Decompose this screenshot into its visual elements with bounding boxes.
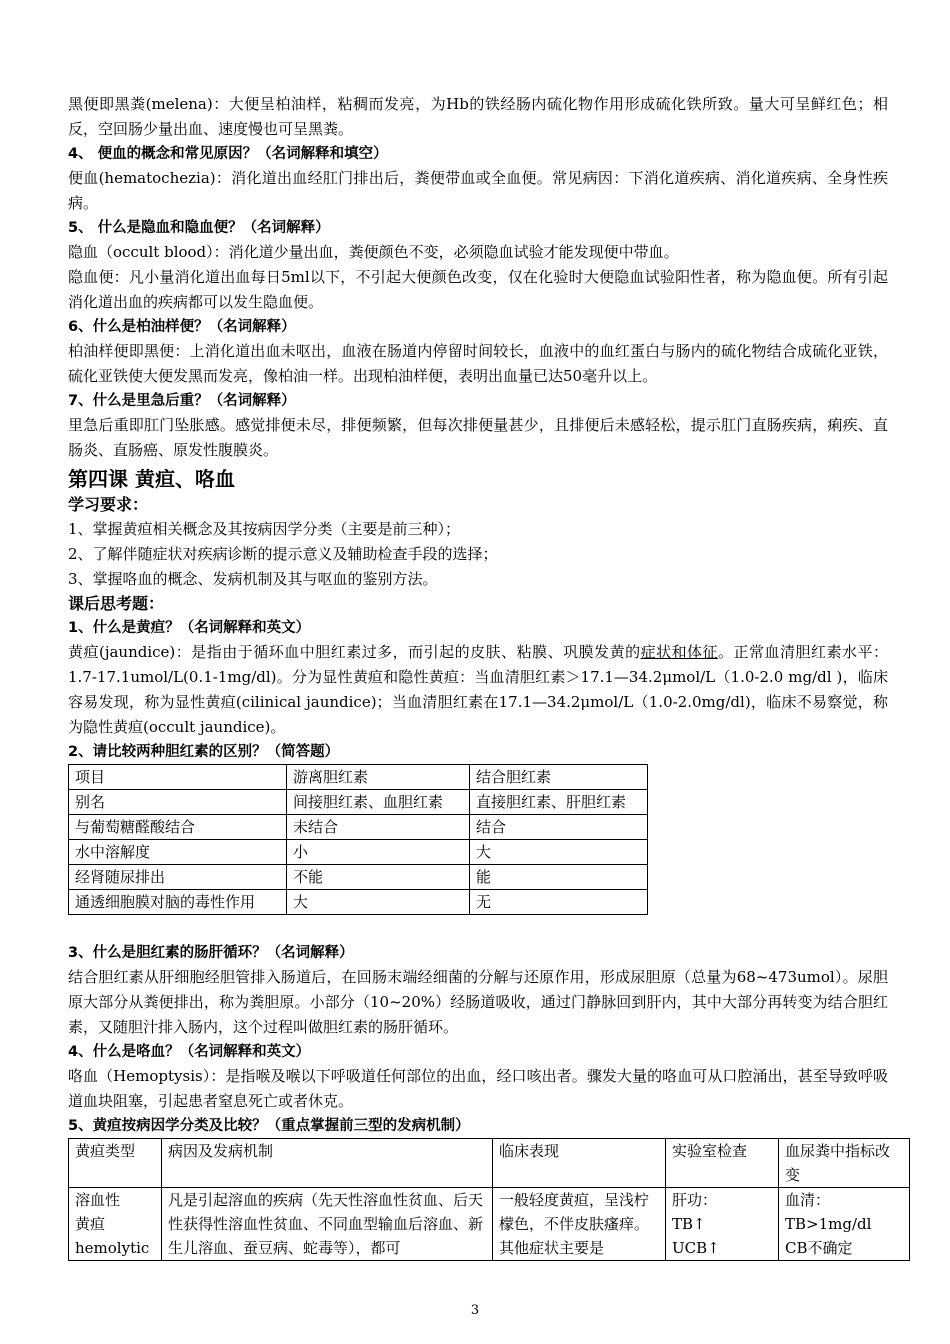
table-cell: 无 [470, 890, 648, 915]
melena-paragraph: 黑便即黑粪(melena)：大便呈柏油样，粘稠而发亮，为Hb的铁经肠内硫化物作用形成硫化铁所致。量大可呈鲜红色；相反，空回肠少量出血、速度慢也可呈黑粪。 [68, 95, 888, 138]
table-header-cell: 病因及发病机制 [162, 1139, 493, 1188]
table-cell: 间接胆红素、血胆红素 [287, 790, 470, 815]
answer-7: 里急后重即肛门坠胀感。感觉排便未尽，排便频繁，但每次排便量甚少，且排便后未感轻松，提示肛门直肠疾病，痢疾、直肠炎、直肠癌、原发性腹膜炎。 [68, 416, 888, 459]
table-row [69, 815, 648, 840]
table-header-cell: 黄疸类型 [69, 1139, 162, 1188]
requirement-3: 3、掌握咯血的概念、发病机制及其与呕血的鉴别方法。 [68, 570, 438, 588]
homework-question-4: 4、什么是咯血？（名词解释和英文） [68, 1044, 311, 1060]
table-cell-lab [666, 1188, 779, 1261]
bilirubin-comparison-table [68, 764, 648, 915]
homework-question-5: 5、黄疸按病因学分类及比较？（重点掌握前三型的发病机制） [68, 1118, 470, 1134]
homework-title: 课后思考题： [68, 594, 165, 613]
table-cell: 未结合 [287, 815, 470, 840]
table-cell-indicators [779, 1188, 910, 1261]
cell-line: TB↑ [672, 1215, 706, 1233]
table-header-cell: 临床表现 [493, 1139, 666, 1188]
table-row [69, 890, 648, 915]
cell-line: 肝功： [672, 1191, 718, 1209]
table-cell: 大 [470, 840, 648, 865]
answer-1-underlined: 症状和体征 [640, 643, 719, 661]
table-cell-type [69, 1188, 162, 1261]
table-cell: 经肾随尿排出 [69, 865, 287, 890]
question-6: 6、什么是柏油样便？（名词解释） [68, 319, 296, 335]
spacer [68, 915, 888, 941]
table-row [69, 1188, 910, 1261]
cell-line: 黄疸 [75, 1215, 106, 1233]
requirement-2: 2、了解伴随症状对疾病诊断的提示意义及辅助检查手段的选择； [68, 545, 498, 563]
table-cell-clinical: 一般轻度黄疸，呈浅柠檬色，不伴皮肤瘙痒。其他症状主要是 [493, 1188, 666, 1261]
table-cell: 小 [287, 840, 470, 865]
homework-answer-1 [68, 640, 888, 740]
requirement-1: 1、掌握黄疸相关概念及其按病因学分类（主要是前三种）； [68, 520, 461, 538]
table-cell: 游离胆红素 [287, 765, 470, 790]
question-4: 4、 便血的概念和常见原因？（名词解释和填空） [68, 146, 388, 162]
table-cell: 水中溶解度 [69, 840, 287, 865]
cell-line: UCB↑ [672, 1239, 720, 1257]
homework-answer-4: 咯血（Hemoptysis）：是指喉及喉以下呼吸道任何部位的出血，经口咳出者。骤发大量的咯血可从口腔涌出，甚至导致呼吸道血块阻塞，引起患者窒息死亡或者休克。 [68, 1067, 888, 1110]
cell-line: 溶血性 [75, 1191, 121, 1209]
lesson-title: 第四课 黄疸、咯血 [68, 467, 235, 491]
table-cell: 不能 [287, 865, 470, 890]
table-row [69, 865, 648, 890]
table-cell: 结合 [470, 815, 648, 840]
answer-5-occult-blood: 隐血（occult blood）：消化道少量出血，粪便颜色不变，必须隐血试验才能发现便中带血。 [68, 243, 679, 261]
table-header-cell: 血尿粪中指标改变 [779, 1139, 910, 1188]
document-page [68, 92, 891, 1261]
cell-line: TB>1mg/dl [785, 1215, 872, 1233]
table-header-row [69, 765, 648, 790]
cell-line: 血清： [785, 1191, 831, 1209]
table-cell: 通透细胞膜对脑的毒性作用 [69, 890, 287, 915]
table-cell: 项目 [69, 765, 287, 790]
table-cell: 直接胆红素、肝胆红素 [470, 790, 648, 815]
table-cell: 与葡萄糖醛酸结合 [69, 815, 287, 840]
page-number: 3 [470, 1303, 480, 1318]
table-cell: 大 [287, 890, 470, 915]
table-header-cell: 实验室检查 [666, 1139, 779, 1188]
jaundice-classification-table [68, 1138, 910, 1261]
requirements-title: 学习要求： [68, 495, 149, 514]
table-cell: 结合胆红素 [470, 765, 648, 790]
cell-line: CB不确定 [785, 1239, 853, 1257]
homework-question-2: 2、请比较两种胆红素的区别？（简答题） [68, 744, 340, 760]
cell-line: hemolytic [75, 1239, 150, 1257]
answer-6: 柏油样便即黑便：上消化道出血未呕出，血液在肠道内停留时间较长，血液中的血红蛋白与肠内的硫化物结合成硫化亚铁，硫化亚铁使大便发黑而发亮，像柏油一样。出现柏油样便，表明出血量已达50毫升以上。 [68, 342, 888, 385]
table-row [69, 840, 648, 865]
question-5: 5、 什么是隐血和隐血便？（名词解释） [68, 220, 330, 236]
table-row [69, 790, 648, 815]
question-7: 7、什么是里急后重？（名词解释） [68, 393, 296, 409]
table-cell: 能 [470, 865, 648, 890]
homework-answer-3: 结合胆红素从肝细胞经胆管排入肠道后，在回肠末端经细菌的分解与还原作用，形成尿胆原（总量为68~473umol）。尿胆原大部分从粪便排出，称为粪胆原。小部分（10~20%）经肠道吸收，通过门静脉回到肝内，其中大部分再转变为结合胆红素，又随胆汁排入肠内，这个过程叫做胆红素的肠肝循环。 [68, 968, 888, 1036]
answer-1-text-b: 。正常血清胆红素水平：1.7-17.1umol/L(0.1-1mg/dl)。分为显性黄疸和隐性黄疸：当血清胆红素＞17.1—34.2μmol/L（1.0-2.0 mg/dl )，临床容易发现，称为显性黄疸(cilinical jaundice)；当血清胆红素在17.1—34.2μmol/L（1.0-2.0mg/dl)，临床不易察觉，称为隐性黄疸(occult jaundice)。 [68, 643, 888, 736]
homework-question-3: 3、什么是胆红素的肠肝循环？（名词解释） [68, 945, 354, 961]
table-cell-cause: 凡是引起溶血的疾病（先天性溶血性贫血、后天性获得性溶血性贫血、不同血型输血后溶血、新生儿溶血、蚕豆病、蛇毒等），都可 [162, 1188, 493, 1261]
table-header-row [69, 1139, 910, 1188]
answer-1-text-a: 黄疸(jaundice)：是指由于循环血中胆红素过多，而引起的皮肤、粘膜、巩膜发黄的 [68, 643, 641, 661]
homework-question-1: 1、什么是黄疸？（名词解释和英文） [68, 620, 311, 636]
answer-4: 便血(hematochezia)：消化道出血经肛门排出后，粪便带血或全血便。常见病因：下消化道疾病、消化道疾病、全身性疾病。 [68, 169, 888, 212]
table-cell: 别名 [69, 790, 287, 815]
answer-5-occult-stool: 隐血便：凡小量消化道出血每日5ml以下，不引起大便颜色改变，仅在化验时大便隐血试验阳性者，称为隐血便。所有引起消化道出血的疾病都可以发生隐血便。 [68, 268, 888, 311]
